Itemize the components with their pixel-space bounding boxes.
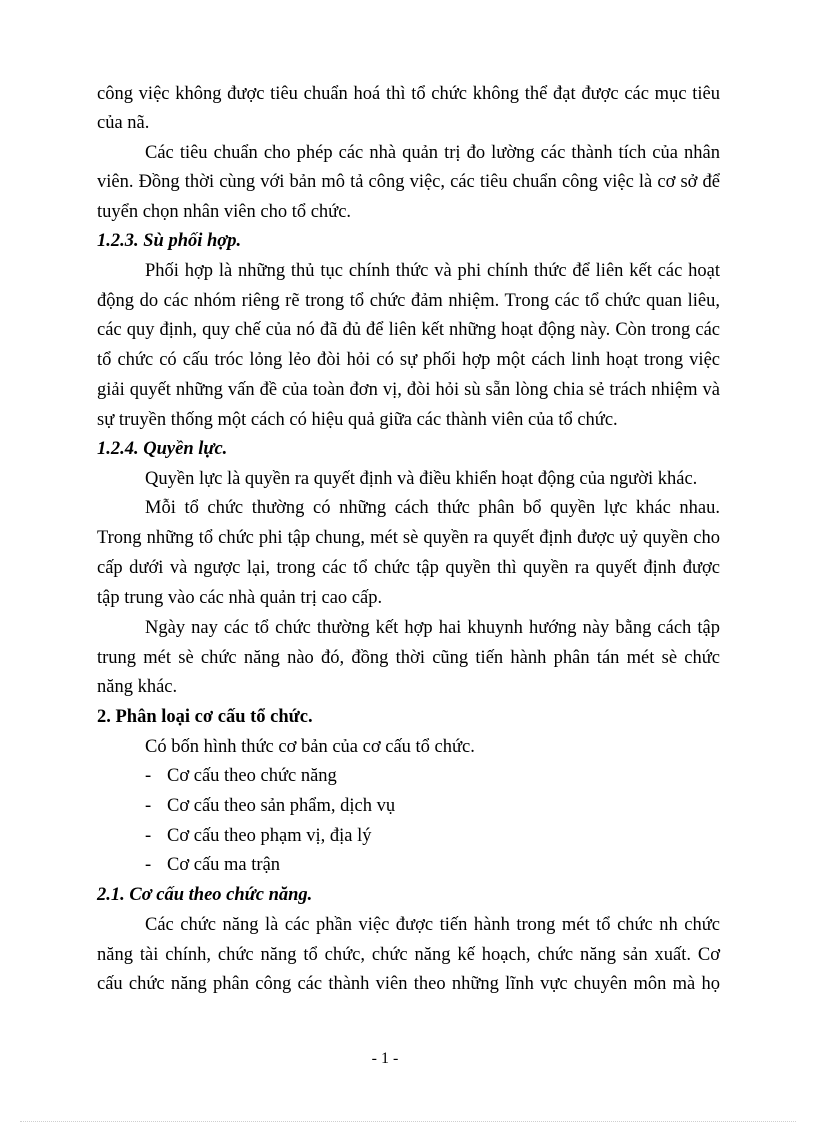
list-bullet: - <box>145 766 152 786</box>
list-bullet: - <box>145 826 152 846</box>
paragraph-line: cấu chức năng phân công các thành viên theo những lĩnh vực chuyên môn mà họ <box>97 974 720 994</box>
list-item <box>145 850 545 880</box>
section-heading: 1.2.4. Quyền lực. <box>97 439 228 459</box>
paragraph-line: các quy định, quy chế của nó đã đủ để liên kết những hoạt động này. Còn trong các <box>97 320 720 340</box>
paragraph-line: cấp dưới và ngược lại, trong các tổ chức tập quyền thì quyền ra quyết định được <box>97 558 720 578</box>
paragraph-line: Trong những tổ chức phi tập chung, mét sè quyền ra quyết định được uỷ quyền cho <box>97 528 720 548</box>
paragraph-line: giải quyết những vấn đề của toàn đơn vị, đòi hỏi sù sẵn lòng chia sẻ trách nhiệm và <box>97 380 720 400</box>
section-heading: 2. Phân loại cơ cấu tổ chức. <box>97 707 313 727</box>
paragraph-line: năng tài chính, chức năng tổ chức, chức năng kế hoạch, chức năng sản xuất. Cơ <box>97 945 720 965</box>
list-bullet: - <box>145 796 152 816</box>
list-item <box>145 791 545 821</box>
paragraph-line: viên. Đồng thời cùng với bản mô tả công việc, các tiêu chuẩn công việc là cơ sở để <box>97 172 720 192</box>
paragraph-line: tập trung vào các nhà quản trị cao cấp. <box>97 588 383 608</box>
paragraph-line: Có bốn hình thức cơ bản của cơ cấu tổ chức. <box>145 737 475 757</box>
paragraph-line: trung mét sè chức năng nào đó, đồng thời cũng tiến hành phân tán mét sè chức <box>97 648 720 668</box>
paragraph-line: công việc không được tiêu chuẩn hoá thì tổ chức không thể đạt được các mục tiêu <box>97 84 720 104</box>
paragraph-line: năng khác. <box>97 677 178 697</box>
paragraph-line: Phối hợp là những thủ tục chính thức và phi chính thức để liên kết các hoạt <box>145 261 720 281</box>
page-bottom-rule <box>20 1121 796 1122</box>
section-heading: 2.1. Cơ cấu theo chức năng. <box>97 885 313 905</box>
paragraph-line: tuyển chọn nhân viên cho tổ chức. <box>97 202 352 222</box>
paragraph-line: tổ chức có cấu tróc lỏng lẻo đòi hỏi có sự phối hợp một cách linh hoạt trong việc <box>97 350 720 370</box>
paragraph-line: Mỗi tổ chức thường có những cách thức phân bổ quyền lực khác nhau. <box>145 498 720 518</box>
list-bullet: - <box>145 855 152 875</box>
page-number: - 1 - <box>371 1050 399 1067</box>
paragraph-line: Ngày nay các tổ chức thường kết hợp hai khuynh hướng này bằng cách tập <box>145 618 720 638</box>
paragraph-line: Các tiêu chuẩn cho phép các nhà quản trị đo lường các thành tích của nhân <box>145 143 720 163</box>
list-item-text: Cơ cấu ma trận <box>167 855 281 875</box>
paragraph-line: động do các nhóm riêng rẽ trong tổ chức đảm nhiệm. Trong các tổ chức quan liêu, <box>97 291 720 311</box>
list-item-text: Cơ cấu theo sản phẩm, dịch vụ <box>167 796 396 816</box>
paragraph-line: Quyền lực là quyền ra quyết định và điều khiển hoạt động của người khác. <box>145 469 698 489</box>
list-item <box>145 761 545 791</box>
paragraph-line: của nã. <box>97 113 150 133</box>
list-item-text: Cơ cấu theo chức năng <box>167 766 337 786</box>
list-item-text: Cơ cấu theo phạm vị, địa lý <box>167 826 372 846</box>
paragraph-line: sự truyền thống một cách có hiệu quả giữa các thành viên của tổ chức. <box>97 410 618 430</box>
list-item <box>145 821 545 851</box>
section-heading: 1.2.3. Sù phối hợp. <box>97 231 242 251</box>
paragraph-line: Các chức năng là các phần việc được tiến hành trong mét tổ chức nh chức <box>145 915 720 935</box>
